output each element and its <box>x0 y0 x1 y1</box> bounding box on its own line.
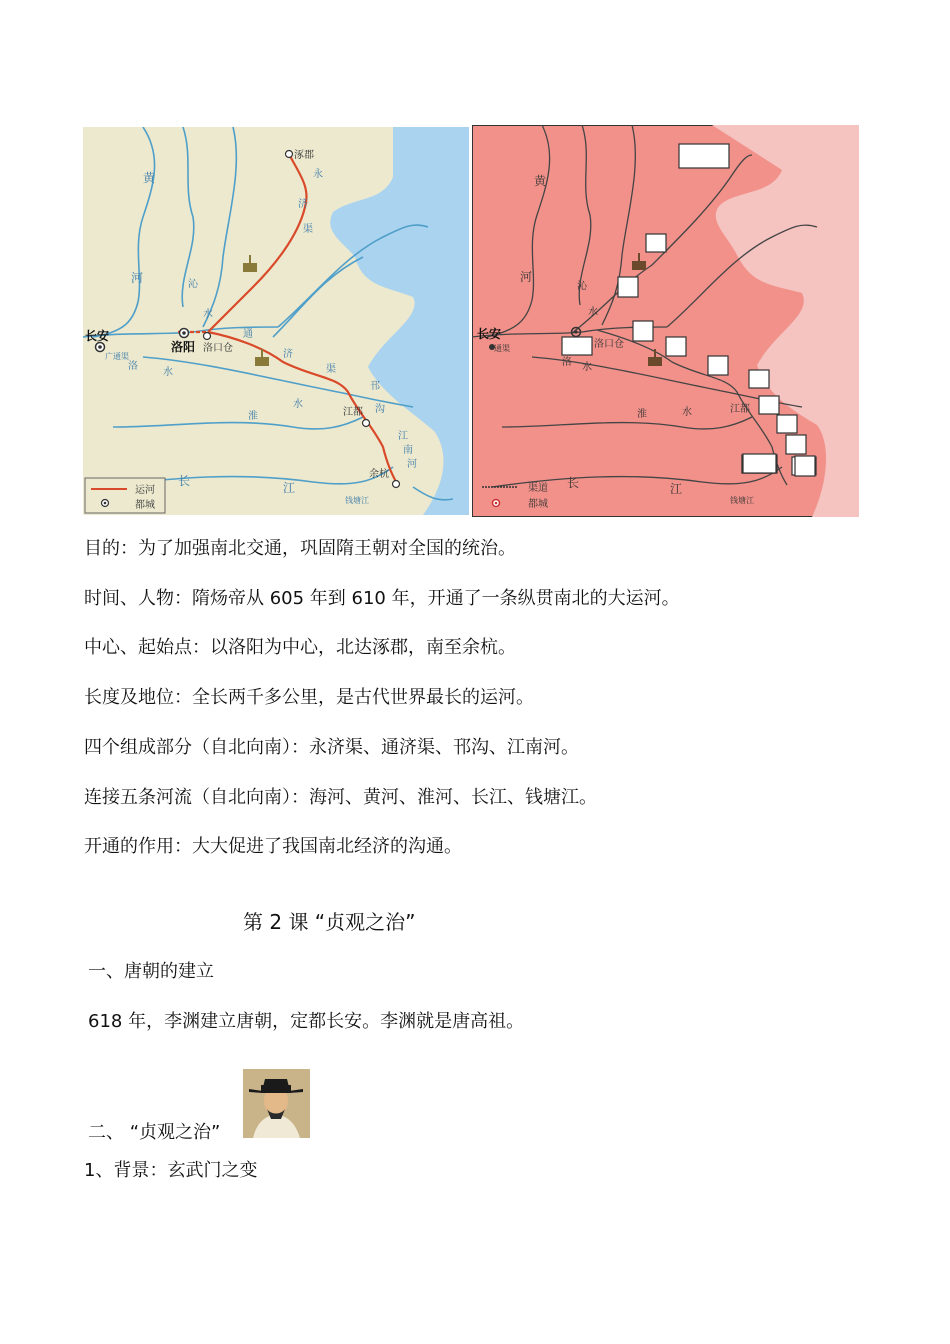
answer-box[interactable] <box>708 356 728 375</box>
canal-parts: 四个组成部分（自北向南）：永济渠、通济渠、邗沟、江南河。 <box>84 737 579 758</box>
map2-label-jiangdu: 江都 <box>730 404 750 415</box>
legend-capital-label: 都城 <box>135 500 155 511</box>
map-label-han: 邗 <box>370 381 380 392</box>
canal-effect: 开通的作用：大大促进了我国南北经济的沟通。 <box>84 836 462 857</box>
map-label-huang: 黄 <box>143 171 156 185</box>
map-label-shui2: 水 <box>293 399 303 410</box>
map-label-jiangdu: 江都 <box>343 407 363 418</box>
answer-box[interactable] <box>786 435 806 454</box>
map-legend <box>85 478 165 513</box>
legend-canal-label: 渠道 <box>528 483 548 494</box>
map-label-yong: 永 <box>313 169 323 180</box>
canal-exercise-map <box>472 125 859 517</box>
map2-label-luokoucang: 洛口仓 <box>594 339 624 350</box>
map-label-qin: 沁 <box>188 279 198 290</box>
legend-canal-label: 运河 <box>135 485 155 496</box>
map-label-qiantang: 钱塘江 <box>345 496 369 505</box>
map2-label-shui: 水 <box>588 307 598 318</box>
answer-box[interactable] <box>749 370 769 388</box>
map-label-shui3: 水 <box>163 367 173 378</box>
canal-length: 长度及地位：全长两千多公里，是古代世界最长的运河。 <box>84 687 534 708</box>
map2-label-changan: 长安 <box>477 327 502 341</box>
answer-box[interactable] <box>633 321 653 341</box>
map-label-jiang-nan-he-1: 江 <box>398 431 408 442</box>
map-label-jiang-nan-he-2: 南 <box>403 445 413 456</box>
section-text-tang-founding: 618 年，李渊建立唐朝，定都长安。李渊就是唐高祖。 <box>88 1011 525 1032</box>
map2-label-huai: 淮 <box>637 409 647 420</box>
background-item: 1、背景：玄武门之变 <box>84 1160 258 1181</box>
answer-box[interactable] <box>618 277 638 297</box>
map-label-luoyang: 洛阳 <box>171 340 196 354</box>
canal-center: 中心、起始点：以洛阳为中心，北达涿郡，南至余杭。 <box>84 637 516 658</box>
map-label-jiang-nan-he-3: 河 <box>407 459 417 470</box>
map2-label-huang: 黄 <box>534 174 547 188</box>
answer-box[interactable] <box>562 337 592 355</box>
grand-canal-map <box>83 127 469 515</box>
map2-label-qin: 沁 <box>577 281 587 292</box>
map-label-qu: 渠 <box>303 224 313 235</box>
legend-capital-label: 都城 <box>528 499 548 510</box>
map2-label-shui3: 水 <box>682 407 692 418</box>
map-label-he: 河 <box>131 271 144 285</box>
answer-box[interactable] <box>759 396 779 414</box>
map-label-guangtongqu: 广通渠 <box>105 352 129 361</box>
answer-box[interactable] <box>777 415 797 433</box>
answer-box[interactable] <box>743 454 776 473</box>
map-label-jiang: 江 <box>283 481 296 495</box>
canal-rivers: 连接五条河流（自北向南）：海河、黄河、淮河、长江、钱塘江。 <box>84 787 597 808</box>
map2-label-he: 河 <box>520 270 533 284</box>
section-title-tang-founding: 一、唐朝的建立 <box>88 961 214 982</box>
map-label-huai: 淮 <box>248 411 258 422</box>
map-label-qu2: 渠 <box>326 364 336 375</box>
map2-label-shui2: 水 <box>582 362 592 373</box>
map-label-zhuojun: 涿郡 <box>294 150 314 161</box>
map-label-luo: 洛 <box>128 361 138 372</box>
map-label-changan: 长安 <box>85 329 110 343</box>
map-label-chang: 长 <box>178 474 191 488</box>
lesson-title: 第 2 课 “贞观之治” <box>243 910 416 934</box>
answer-box[interactable] <box>795 456 815 476</box>
canal-purpose: 目的：为了加强南北交通，巩固隋王朝对全国的统治。 <box>84 538 516 559</box>
answer-box[interactable] <box>646 234 666 252</box>
section-title-zhenguan: 二、 “贞观之治” <box>88 1122 221 1143</box>
map-label-ji2: 济 <box>283 349 293 360</box>
map-label-yuhang: 余杭 <box>369 469 389 480</box>
map-label-luokoucang: 洛口仓 <box>203 343 233 354</box>
answer-box[interactable] <box>666 337 686 356</box>
map2-label-jiang: 江 <box>670 482 683 496</box>
map-label-gou: 沟 <box>375 404 385 415</box>
map2-label-qiantang: 钱塘江 <box>730 496 754 505</box>
canal-time-person: 时间、人物：隋炀帝从 605 年到 610 年，开通了一条纵贯南北的大运河。 <box>84 588 680 609</box>
answer-box[interactable] <box>679 144 729 168</box>
map-label-shui: 水 <box>203 309 213 320</box>
map2-label-luo: 洛 <box>562 357 572 368</box>
map-label-tong: 通 <box>243 329 253 340</box>
map2-label-chang: 长 <box>567 476 580 490</box>
map-label-ji: 济 <box>298 199 308 210</box>
map2-label-tongqu: 通渠 <box>494 344 510 353</box>
emperor-portrait-image <box>243 1069 310 1138</box>
